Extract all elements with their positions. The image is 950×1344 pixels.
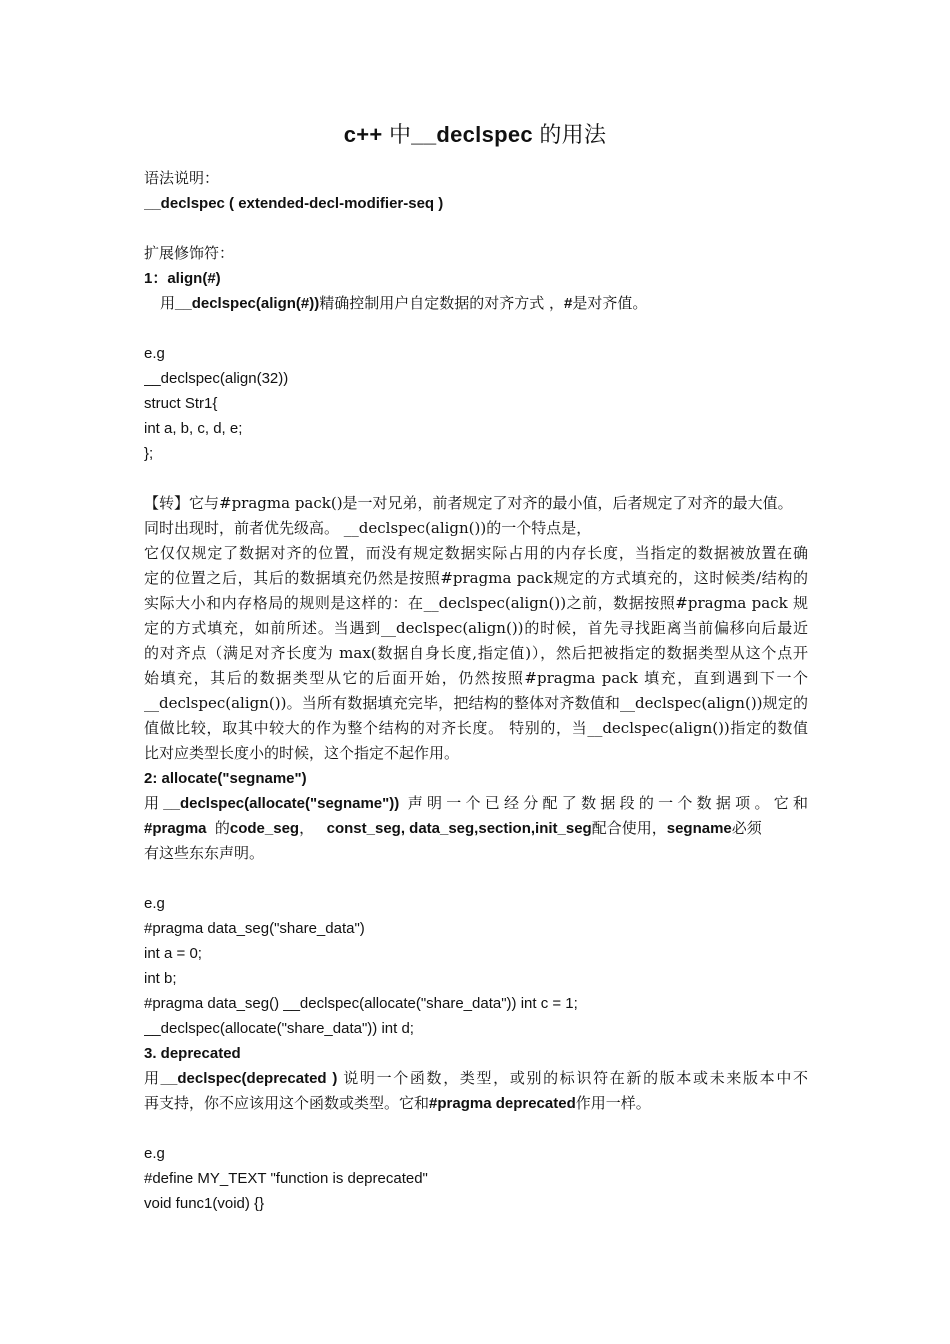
- note-line: 它仅仅规定了数据对齐的位置，而没有规定数据实际占用的内存长度，当指定的数据被放置在确: [144, 544, 808, 562]
- section-allocate-description: #pragma 的code_seg， const_seg, data_seg,section,init_seg配合使用，segname必须: [144, 819, 762, 837]
- syntax-label: 语法说明：: [144, 169, 220, 187]
- code-line: __declspec(allocate("share_data")) int d;: [144, 1020, 414, 1037]
- title-zhong: 中: [388, 123, 412, 148]
- code-line: int b;: [144, 970, 177, 987]
- section-deprecated-description: 用__declspec(deprecated ) 说明一个函数，类型，或别的标识符在新的版本或未来版本中不: [144, 1069, 808, 1087]
- note-line: 同时出现时，前者优先级高。 __declspec(align())的一个特点是，: [144, 519, 592, 537]
- section-allocate-description: 用__declspec(allocate("segname")) 声明一个已经分配了数据段的一个数据项。它和: [144, 794, 808, 812]
- example-label: e.g: [144, 895, 165, 912]
- section-deprecated-description: 再支持，你不应该用这个函数或类型。它和#pragma deprecated作用一样。: [144, 1094, 651, 1112]
- code-line: #pragma data_seg() __declspec(allocate("share_data")) int c = 1;: [144, 995, 578, 1012]
- code-line: #define MY_TEXT "function is deprecated": [144, 1170, 428, 1187]
- section-heading-deprecated: 3. deprecated: [144, 1045, 241, 1062]
- document-body: [144, 166, 808, 1216]
- note-line: __declspec(align())。当所有数据填充完毕，把结构的整体对齐数值和__declspec(align())规定的: [144, 694, 808, 712]
- section-heading-align: 1：align(#): [144, 270, 221, 287]
- code-line: };: [144, 445, 154, 462]
- modifiers-label: 扩展修饰符：: [144, 244, 235, 262]
- section-allocate-description: 有这些东东声明。: [144, 844, 265, 862]
- syntax-code: __declspec ( extended-decl-modifier-seq ): [144, 195, 444, 212]
- code-line: struct Str1{: [144, 395, 218, 412]
- note-line: 的对齐点（满足对齐长度为 max(数据自身长度,指定值)），然后把被指定的数据类型从这个点开: [144, 644, 808, 662]
- note-line: 定的方式填充，如前所述。当遇到__declspec(align())的时候，首先寻找距离当前偏移向后最近: [144, 619, 808, 637]
- title-keyword: __declspec: [411, 122, 533, 147]
- code-line: void func1(void) {}: [144, 1195, 265, 1212]
- note-line: 定的位置之后，其后的数据填充仍然是按照#pragma pack规定的方式填充的，这时候类/结构的: [144, 569, 808, 587]
- code-line: int a = 0;: [144, 945, 202, 962]
- note-line: 【转】它与#pragma pack()是一对兄弟，前者规定了对齐的最小值，后者规定了对齐的最大值。: [144, 494, 793, 512]
- title-prefix: c++: [343, 122, 383, 147]
- section-heading-allocate: 2: allocate("segname"): [144, 770, 307, 787]
- note-line: 始填充，其后的数据类型从它的后面开始，仍然按照#pragma pack 填充，直到遇到下一个: [144, 669, 808, 687]
- note-line: 比对应类型长度小的时候，这个指定不起作用。: [144, 744, 460, 762]
- section-align-description: 用__declspec(align(#))精确控制用户自定数据的对齐方式 ，#是对齐值。: [160, 294, 648, 312]
- title-suffix: 的用法: [539, 123, 607, 148]
- example-label: e.g: [144, 1145, 165, 1162]
- example-label: e.g: [144, 345, 165, 362]
- code-line: #pragma data_seg("share_data"): [144, 920, 365, 937]
- code-line: int a, b, c, d, e;: [144, 420, 243, 437]
- note-line: 值做比较，取其中较大的作为整个结构的对齐长度。 特别的，当__declspec(align())指定的数值: [144, 719, 808, 737]
- page-title: [0, 118, 950, 149]
- note-line: 实际大小和内存格局的规则是这样的：在__declspec(align())之前，数据按照#pragma pack 规: [144, 594, 808, 612]
- code-line: __declspec(align(32)): [144, 370, 289, 387]
